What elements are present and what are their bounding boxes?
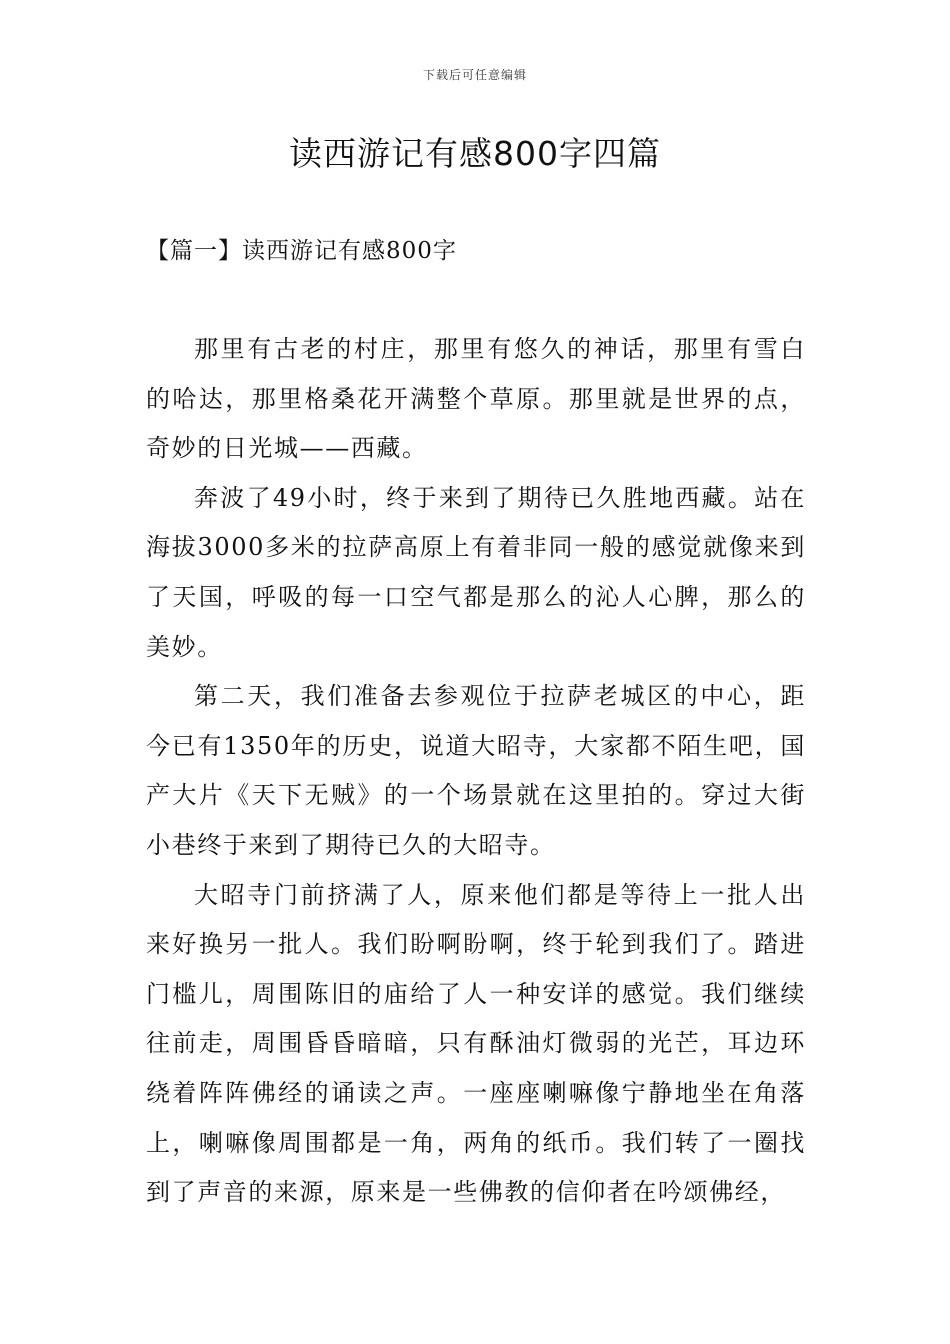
paragraph-2: 奔波了49小时，终于来到了期待已久胜地西藏。站在海拔3000多米的拉萨高原上有着非同一般的感觉就像来到了天国，呼吸的每一口空气都是那么的沁人心脾，那么的美妙。 xyxy=(146,483,806,661)
document-body xyxy=(146,325,806,1218)
paragraph-4: 大昭寺门前挤满了人，原来他们都是等待上一批人出来好换另一批人。我们盼啊盼啊，终于轮到我们了。踏进门槛儿，周围陈旧的庙给了人一种安详的感觉。我们继续往前走，周围昏昏暗暗，只有酥油灯微弱的光芒，耳边环绕着阵阵佛经的诵读之声。一座座喇嘛像宁静地坐在角落上，喇嘛像周围都是一角，两角的纸币。我们转了一圈找到了声音的来源，原来是一些佛教的信仰者在吟颂佛经， xyxy=(146,880,806,1207)
paragraph-1: 那里有古老的村庄，那里有悠久的神话，那里有雪白的哈达，那里格桑花开满整个草原。那里就是世界的点，奇妙的日光城——西藏。 xyxy=(146,335,806,463)
document-title: 读西游记有感800字四篇 xyxy=(289,134,661,173)
paragraph-3: 第二天，我们准备去参观位于拉萨老城区的中心，距今已有1350年的历史，说道大昭寺，大家都不陌生吧，国产大片《天下无贼》的一个场景就在这里拍的。穿过大街小巷终于来到了期待已久的大昭寺。 xyxy=(146,682,806,859)
header-note: 下载后可任意编辑 xyxy=(422,68,527,82)
section-heading: 【篇一】读西游记有感800字 xyxy=(146,238,457,264)
